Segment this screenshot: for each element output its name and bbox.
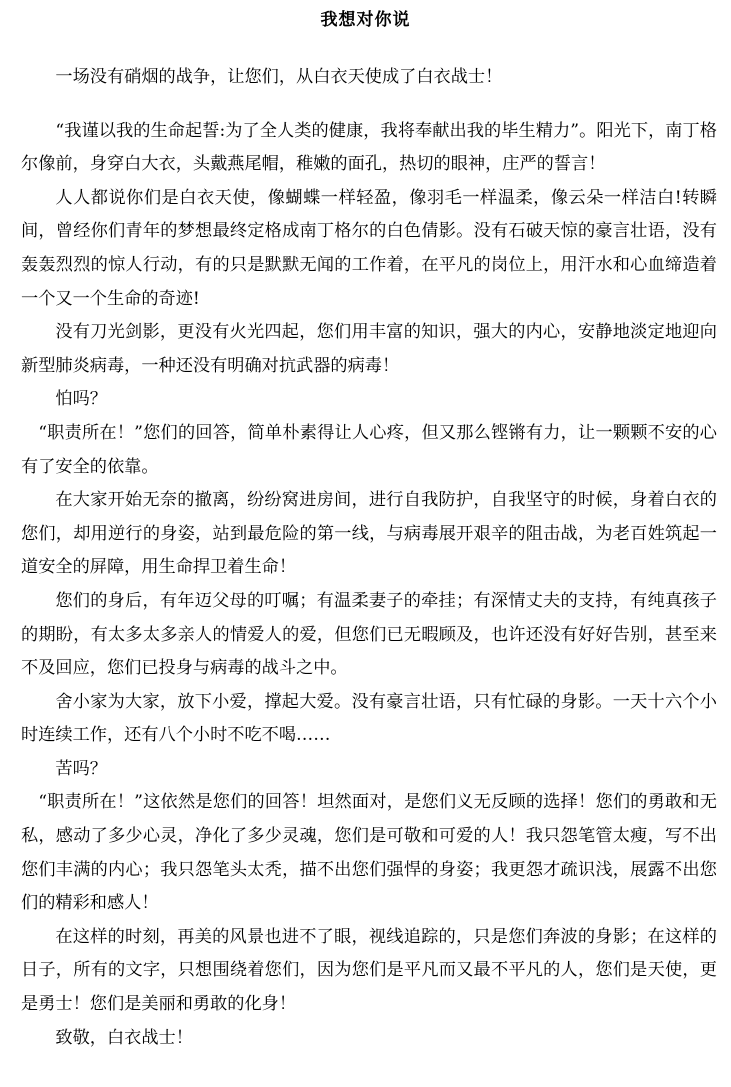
paragraph-3: 人人都说你们是白衣天使，像蝴蝶一样轻盈，像羽毛一样温柔，像云朵一样洁白!转瞬间，曾经你们青年的梦想最终定格成南丁格尔的白色倩影。没有石破天惊的豪言壮语，没有轰轰烈烈的惊人行动，有的只是默默无闻的工作着，在平凡的岗位上，用汗水和心血缔造着一个又一个生命的奇迹! xyxy=(21,187,717,309)
paragraph-11: “职责所在！”这依然是您们的回答！坦然面对，是您们义无反顾的选择！您们的勇敢和无私，感动了多少心灵，净化了多少灵魂，您们是可敬和可爱的人！我只怨笔管太瘦，写不出您们丰满的内心；我只怨笔头太秃，描不出您们强悍的身姿；我更怨才疏识浅，展露不出您们的精彩和感人！ xyxy=(21,792,717,914)
paragraph-4: 没有刀光剑影，更没有火光四起，您们用丰富的知识，强大的内心，安静地淡定地迎向新型肺炎病毒，一种还没有明确对抗武器的病毒！ xyxy=(21,322,717,376)
paragraph-10: 苦吗？ xyxy=(55,758,107,779)
paragraph-5: 怕吗？ xyxy=(55,389,107,410)
paragraph-1: 一场没有硝烟的战争，让您们，从白衣天使成了白衣战士！ xyxy=(55,67,503,87)
paragraph-8: 您们的身后，有年迈父母的叮嘱；有温柔妻子的牵挂；有深情丈夫的支持，有纯真孩子的期盼，有太多太多亲人的情爱人的爱，但您们已无暇顾及，也许还没有好好告别，甚至来不及回应，您们已投身与病毒的战斗之中。 xyxy=(21,590,717,679)
paragraph-9: 舍小家为大家，放下小爱，撑起大爱。没有豪言壮语，只有忙碌的身影。一天十六个小时连续工作，还有八个小时不吃不喝…… xyxy=(21,691,717,746)
paragraph-2: “我谨以我的生命起誓:为了全人类的健康，我将奉献出我的毕生精力”。阳光下，南丁格尔像前，身穿白大衣，头戴燕尾帽，稚嫩的面孔，热切的眼神，庄严的誓言！ xyxy=(21,120,717,175)
document-body xyxy=(21,61,717,1055)
paragraph-6: “职责所在！”您们的回答，简单朴素得让人心疼，但又那么铿锵有力，让一颗颗不安的心有了安全的依靠。 xyxy=(21,422,717,477)
paragraph-13: 致敬，白衣战士！ xyxy=(55,1027,193,1048)
document-title: 我想对你说 xyxy=(320,10,411,30)
paragraph-12: 在这样的时刻，再美的风景也进不了眼，视线追踪的，只是您们奔波的身影；在这样的日子，所有的文字，只想围绕着您们，因为您们是平凡而又最不平凡的人，您们是天使，更是勇士！您们是美丽和勇敢的化身！ xyxy=(21,926,717,1015)
paragraph-7: 在大家开始无奈的撤离，纷纷窝进房间，进行自我防护，自我坚守的时候，身着白衣的您们，却用逆行的身姿，站到最危险的第一线，与病毒展开艰辛的阻击战，为老百姓筑起一道安全的屏障，用生命捍卫着生命！ xyxy=(21,490,717,578)
